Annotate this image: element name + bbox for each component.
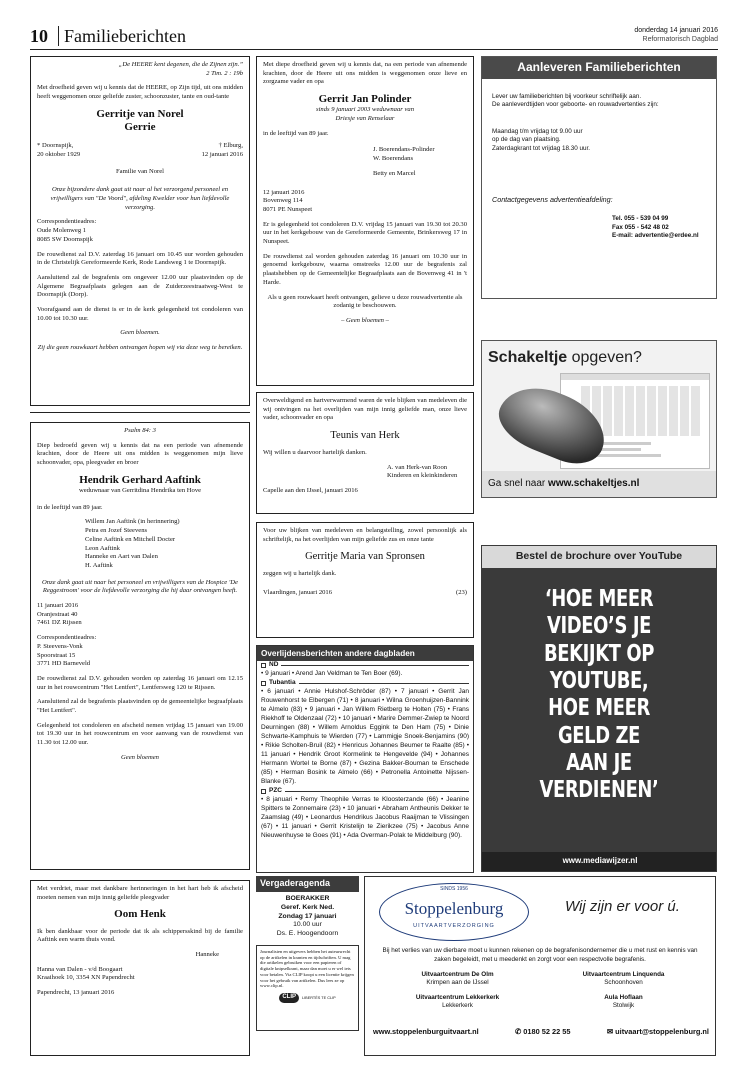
header-paper: Reformatorisch Dagblad [642,36,718,43]
youtube-line: YOUTUBE, [549,667,649,694]
region-nd: ND [257,661,473,670]
spronsen-place: Vlaardingen, januari 2016 [263,588,333,596]
vergader-time: 10.00 uur [293,921,322,929]
aanleveren-tel: Tel. 055 - 539 04 99 [612,215,669,223]
notice-van-herk [256,392,474,514]
aaftink-funeral: De rouwdienst zal D.V. gehouden worden op zaterdag 16 januari om 12.15 uur in het rouwcentrum "Het Lentfert", Lentfersweg 120 te Rijssen. [37,674,243,691]
aaftink-street: Oranjestraat 40 [37,610,78,618]
stoppelenburg-since: SINDS 1956 [440,886,468,892]
overlijdens-tubantia: • 6 januari • Annie Hulshof-Schröder (87) • 7 januari • Gerrit Jan Rouwenhorst te Elbergen (71) • 8 januari • Wilna Groenhuijzen-Bannink te Almelo (83) • 9 januari • Jan Willem Rietberg te Holten (75) • Frans Riekhoff te Oldenzaal (72) • 10 januari • Marire Demmer-Zwiep te Noord Deurningen (88) • Willem Arnoldus Eggink te Den Ham (75) • Dinie Schwarte-Kamphuis te Wierden (77) • Lammigje Snoek-Benjamins (90) • Rikie Scholten-Bruil (82) • Henricus Johannes Beumer te Raalte (85) • 11 januari • Hendrik Groot Kormelink te Hengevelde (94) • Johannes Hermann Wortel te Borne (87) • Gezina Bakker-Bouman te Enschede (85) • Herman Bosink te Almelo (66) • Petronella Antoinette Nijssen-Blanke (67). [261,688,469,785]
polinder-city: 8071 PE Nunspeet [263,205,313,213]
mail-icon: ✉ [606,1027,614,1036]
aaftink-corr-label: Correspondentieadres: [37,634,97,642]
aaftink-corr-name: P. Steevens-Vonk [37,642,83,650]
center4-name: Aula Hoflaan [604,993,643,1001]
clip-text: Journalisten en uitgevers hebben het auteursrecht op de artikelen in kranten en tijdschriften. U mag die artikelen gebruiken voor een papieren of digitale knipselkrant, maar dan moet u er wel iets voor betalen. Via CLIP koopt u een licentie krijgen voor het gebruik van artikelen. Dus lees ze op www.clip.nl. [260,949,354,989]
aanleveren-ad [481,56,717,299]
norel-thanks: Onze bijzondere dank gaat uit naar al het verzorgend personeel en vrijwilligers van "De Voord", afdeling Kwelder voor hun liefdevolle verzorging. [50,186,230,211]
polinder-street: Bovenweg 114 [263,197,303,205]
section-title: Familieberichten [64,26,186,46]
notice-van-norel [30,56,250,406]
page-number: 10 [30,26,48,46]
aanleveren-line2: De aanleverdtijden voor geboorte- en rouwadvertenties zijn: [492,101,659,109]
henk-sig: Hanneke [195,951,219,958]
norel-condolence: Voorafgaand aan de dienst is er in de kerk gelegenheid tot condoleren van 10.00 tot 10.30 uur. [37,306,243,322]
vergader-title: Vergaderagenda [256,876,359,892]
clip-logo: CLIP [279,993,299,1003]
notice-van-spronsen [256,522,474,638]
vergader-place: BOERAKKER [285,894,330,902]
herk-signature [263,464,467,481]
norel-nickname: Gerrie [124,121,156,133]
norel-died-label: † Elburg, [218,142,243,150]
youtube-line: ‘HOE MEER [544,585,654,612]
center4-place: Stolwijk [612,1001,635,1009]
norel-card: Zij die geen rouwkaart hebben ontvangen hopen wij via deze weg te bereiken. [37,344,243,352]
aaftink-intro: Diep bedroefd geven wij u kennis dat na een periode van afnemende krachten, door de Heere uit ons midden is weggenomen mijn lieve schoonvader, opa, pleegvader en broer [37,441,243,467]
aaftink-family-item: H. Aaftink [85,561,113,569]
stoppelenburg-intro: Bij het verlies van uw dierbare moet u kunnen rekenen op de begrafenisondernemer die u met rust en kennis van zaken begeleidt, met u meedenkt en zorgt voor een respectvolle begrafenis. [382,947,698,963]
henk-sender1: Hanna van Dalen - v/d Boogaart [37,965,123,973]
norel-intro: Met droefheid geven wij u kennis dat de HEERE, op Zijn tijd, uit ons midden heeft weggenomen onze geliefde zuster, schoonzuster, tante en oud-tante [37,84,243,101]
overlijdens-pzc: • 8 januari • Remy Theophile Verras te Kloosterzande (66) • Jeanine Spitters te Zonnemaire (23) • 10 januari • Abraham Antheunis Dekker te Zaamslag (49) • Leonardus Hendrikus Jacobus Raaijman te Vlissingen (67) • 11 januari • Gerrit Kristelijn te Zierikzee (75) • Jacobus Anne Nieuwenhuyse te Goes (91) • Ada Overman-Polak te Middelburg (90). [261,795,469,839]
henk-intro: Met verdriet, maar met dankbare herinneringen in het hart heb ik afscheid moeten nemen van mijn innig geliefde pleegvader [37,885,243,901]
overlijdens-block [256,645,474,873]
center2-place: Schoonhoven [604,979,643,987]
herk-name: Teunis van Herk [330,430,400,442]
youtube-line: VERDIENEN’ [539,777,659,804]
aaftink-family-item: Petra en Jozef Steevens [85,527,148,535]
aaftink-subtitle: weduwnaar van Gerritdina Hendrika ten Hove [78,487,202,494]
phone-icon: ✆ [515,1027,522,1036]
norel-flowers: Geen bloemen. [120,329,160,337]
aanleveren-line3: Maandag t/m vrijdag tot 9.00 uur [492,127,583,135]
aaftink-city: 7461 DZ Rijssen [37,619,82,627]
stoppelenburg-ad [364,876,716,1056]
youtube-url[interactable]: www.mediawijzer.nl [482,852,717,871]
aanleveren-title: Aanleveren Familieberichten [482,57,716,79]
notice-oom-henk [30,880,250,1056]
spronsen-intro: Voor uw blijken van medeleven en belangstelling, zowel persoonlijk als schriftelijk, na het overlijden van mijn geliefde zus en onze tante [263,527,467,543]
polinder-funeral: De rouwdienst zal worden gehouden zaterdag 16 januari om 10.30 uur in genoemd kerkgebouw, waarna omstreeks 12.00 uur de begrafenis zal plaatshebben op de Gemeentelijke Begraafplaats aan de Bovenweg 41 in 't Harde. [263,252,467,286]
aanleveren-email: E-mail: advertentie@erdee.nl [612,232,699,240]
herk-sig2: Kinderen en kleinkinderen [387,472,458,480]
aaftink-thanks: Onze dank gaat uit naar het personeel en vrijwilligers van de Hospice 'De Reggestroom' voor de liefdevolle verzorging die hij daar ontvangen heeft. [42,578,238,595]
stoppelenburg-email[interactable]: uitvaart@stoppelenburg.nl [615,1027,709,1036]
herk-sig1: A. van Herk-van Roon [387,463,448,471]
notice-aaftink [30,422,250,870]
center2-name: Uitvaartcentrum Linquenda [582,971,665,978]
polinder-card: Als u geen rouwkaart heeft ontvangen, gelieve u deze rouwadvertentie als zodanig te beschouwen. [267,293,463,310]
aaftink-flowers: Geen bloemen [121,753,159,761]
aaftink-family-item: Leon Aaftink [85,544,120,552]
stoppelenburg-sub: UITVAARTVERZORGING [413,923,495,929]
stoppelenburg-web[interactable]: www.stoppelenburguitvaart.nl [373,1027,479,1036]
aaftink-condolence: Gelegenheid tot condoleren en afscheid nemen vrijdag 15 januari van 19.00 tot 19.30 uur in het rouwcentrum en voor aanvang van de rouwdienst van 11.30 tot 12.00 uur. [37,721,243,747]
vergader-preacher: Ds. E. Hoogendoorn [276,930,339,938]
schakel-footer [482,471,717,497]
aaftink-age: in de leeftijd van 89 jaar. [37,503,103,511]
youtube-line: BEKIJKT OP [543,640,655,667]
polinder-condolence: Er is gelegenheid tot condoleren D.V. vrijdag 15 januari van 19.30 tot 20.30 uur in het kerkgebouw van de Gereformeerde Gemeente, Brinkersweg 17 in Nunspeet. [263,220,467,246]
polinder-age: in de leeftijd van 89 jaar. [263,129,329,137]
header-date: donderdag 14 januari 2016 [634,27,718,34]
region-pzc: PZC [257,787,473,796]
norel-name: Gerritje van Norel [96,107,184,120]
aanleveren-line1: Lever uw familieberichten bij voorkeur schriftelijk aan. [492,92,642,100]
henk-place: Papendrecht, 13 januari 2016 [37,989,115,997]
youtube-line: AAN JE [566,750,632,777]
center1-place: Krimpen aan de IJssel [426,979,489,987]
polinder-name: Gerrit Jan Polinder [318,93,412,106]
polinder-date: 12 januari 2016 [263,188,305,196]
stoppelenburg-brand: Stoppelenburg [404,899,504,918]
aaftink-name: Hendrik Gerhard Aaftink [79,473,201,486]
schakel-title-bold: Schakeltje [488,349,568,366]
spronsen-thanks: zeggen wij u hartelijk dank. [263,570,337,578]
aaftink-date: 11 januari 2016 [37,602,79,610]
stoppelenburg-logo [379,883,529,941]
youtube-ad [481,545,717,872]
youtube-top: Bestel de brochure over YouTube [482,546,716,568]
stoppelenburg-slogan: Wij zijn er voor ú. [565,898,680,915]
norel-quote: „De HEERE kent degenen, die de Zijnen zijn.” [118,61,243,68]
norel-died-date: 12 januari 2016 [201,150,243,158]
vergader-day: Zondag 17 januari [278,912,337,920]
center3-place: Lekkerkerk [442,1001,473,1009]
schakel-footer-pre: Ga snel naar [488,478,549,489]
herk-thanks: Wij willen u daarvoor hartelijk danken. [263,448,367,456]
vergader-church: Geref. Kerk Ned. [280,903,335,911]
norel-funeral: De rouwdienst zal D.V. zaterdag 16 januari om 10.45 uur worden gehouden in de Christelijk Gereformeerde Kerk, Rode Landsweg 1 te Doornspijk. [37,250,243,267]
aaftink-family-item: Hanneke en Aart van Dalen [85,553,158,561]
norel-corr-city: 8085 SW Doornspijk [37,235,93,243]
overlijdens-nd: • 9 januari • Arend Jan Veldman te Ten Boer (69). [261,670,403,678]
clip-sub: LIBERTÉS TE CLIP [302,995,336,1000]
clip-notice [256,945,359,1031]
herk-place: Capelle aan den IJssel, januari 2016 [263,487,358,495]
header-rule [30,49,718,50]
schakel-title-rest: opgeven? [567,349,642,366]
spronsen-code: (23) [456,588,467,596]
youtube-line: VIDEO’S JE [547,613,651,640]
schakel-footer-url[interactable]: www.schakeltjes.nl [548,478,640,489]
aanleveren-contact: Contactgegevens advertentieafdeling: [492,195,613,205]
column-rule [30,412,250,413]
schakeltje-ad [481,340,717,498]
polinder-family3: Betty en Marcel [373,169,416,177]
aanleveren-fax: Fax 055 - 542 48 02 [612,223,669,231]
aanleveren-line5: Zaterdagkrant tot vrijdag 18.30 uur. [492,144,591,152]
aaftink-psalm: Psalm 84: 3 [124,427,156,434]
henk-name: Oom Henk [114,908,166,921]
polinder-family2: W. Boerendans [373,155,414,163]
stoppelenburg-phone: 0180 52 22 55 [523,1027,571,1036]
youtube-slogan [508,586,691,805]
polinder-flowers: – Geen bloemen – [341,316,389,324]
herk-intro: Overweldigend en hartverwarmend waren de vele blijken van medeleven die wij ontvingen na het overlijden van mijn innig geliefde man, onze lieve vader, schoonvader en opa [263,397,467,422]
vergaderagenda [256,876,359,1056]
region-tubantia: Tubantia [257,679,473,688]
polinder-family1: J. Boerendans-Polinder [373,146,435,154]
polinder-subtitle2: Driesje van Renselaar [335,115,395,122]
youtube-line: GELD ZE [557,722,641,749]
header-separator [58,26,59,46]
aaftink-family-item: Willem Jan Aaftink (in herinnering) [85,518,180,526]
center1-name: Uitvaartcentrum De Olm [421,971,494,978]
polinder-family-block [263,146,467,178]
norel-born-label: * Doornspijk, [37,142,74,150]
norel-corr-street: Oude Molenweg 1 [37,227,87,235]
aaftink-corr-street: Spoorstraat 15 [37,651,76,659]
aanleveren-line4: op de dag van plaatsing. [492,136,561,144]
aaftink-burial: Aansluitend zal de begrafenis plaatsvinden op de gemeentelijke begraafplaats "Het Lentfert". [37,698,243,715]
aaftink-family-list [37,518,243,570]
norel-born-date: 20 oktober 1929 [37,150,81,158]
polinder-subtitle1: sinds 9 januari 2003 weduwnaar van [316,106,414,114]
norel-quote-ref: 2 Tim. 2 : 19b [206,69,243,77]
norel-corr-label: Correspondentieadres: [37,218,97,226]
overlijdens-title: Overlijdensberichten andere dagbladen [257,646,473,661]
norel-burial: Aansluitend zal de begrafenis om ongeveer 12.00 uur plaatsvinden op de Algemene Begraafplaats gelegen aan de Zuiderzeestraatweg-West te Doornspijk (Dorp). [37,273,243,299]
aaftink-family-item: Celine Aaftink en Mitchell Docter [85,535,176,543]
norel-family: Familie van Norel [116,167,164,175]
notice-polinder [256,56,474,386]
aaftink-corr-city: 3771 HD Barneveld [37,660,91,668]
center3-name: Uitvaartcentrum Lekkerkerk [415,993,500,1001]
polinder-intro: Met diepe droefheid geven wij u kennis dat, na een periode van afnemende krachten, door de Heere uit ons midden is weggenomen onze lieve en zorgzame vader en opa [263,61,467,86]
youtube-line: HOE MEER [548,695,650,722]
spronsen-name: Gerritje Maria van Spronsen [305,551,425,563]
henk-sender2: Kraaihoek 10, 3354 XN Papendrecht [37,974,135,982]
henk-thanks: Ik ben dankbaar voor de periode dat ik als schippersskind bij de familie Aaftink een warm thuis vond. [37,927,243,944]
